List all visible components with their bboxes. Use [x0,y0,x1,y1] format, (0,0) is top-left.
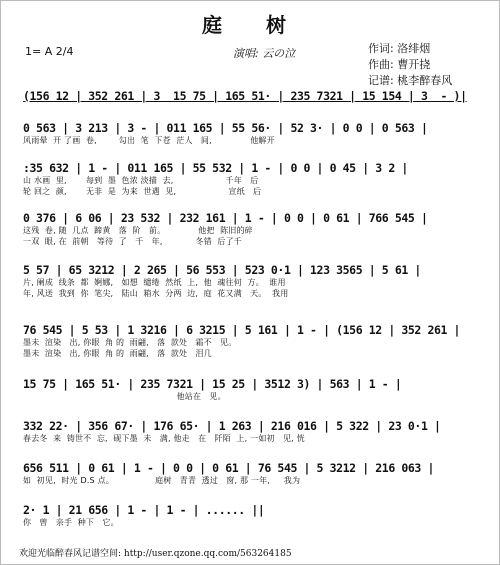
composer-credit: 作曲: 曹开挠 [368,58,431,71]
score-row [23,161,491,197]
notes-line: 15 75 | 165 51· | 235 7321 | 15 25 | 3512 3) | 563 | 1 - | [23,377,402,391]
lyrics-line: 春去冬 来 铸世不 忘, 砚下墨 未 满, 他走 在 阡陌 上, 一如初 见, 恍 [23,434,305,443]
score-row [23,89,491,103]
score-row [23,263,491,299]
score-row [23,323,491,359]
credits-block [368,41,452,89]
key-signature: 1= A 2/4 [25,45,74,58]
notes-line: (156 12 | 352 261 | 3 15 75 | 165 51· | 235 7321 | 15 154 | 3 - )| [23,89,467,103]
lyrics-line: 他站在 见。 [23,392,226,401]
lyrics-line: 这残 卷, 随 几点 蹄黄 落 阶 前。 他把 陈旧的碎 一双 眼, 在 前朝 等待 了 千 年, 冬错 后了千 [23,226,253,246]
notes-line: 332 22· | 356 67· | 176 65· | 1 263 | 216 016 | 5 322 | 23 0·1 | [23,419,441,433]
notes-line: 5 57 | 65 3212 | 2 265 | 56 553 | 523 0·1 | 123 3565 | 5 61 | [23,263,421,277]
notes-line: 656 511 | 0 61 | 1 - | 0 0 | 0 61 | 76 545 | 5 3212 | 216 063 | [23,461,434,475]
notes-line: 0 376 | 6 06 | 23 532 | 232 161 | 1 - | 0 0 | 0 61 | 766 545 | [23,211,428,225]
score-row [23,419,491,444]
lyrics-line: 片, 阑成 线条 都 婀娜, 如想 缱绻 然纸 上, 他 魂往何 方。 谁用 年, 风送 我到 你 笔尖, 陆山 箱水 分两 边, 庭 花又满 天。 我用 [23,278,289,298]
notes-line: 2· 1 | 21 656 | 1 - | 1 - | ...... || [23,503,265,517]
score-row [23,461,491,486]
score-row [23,121,491,146]
lyricist-credit: 作词: 洛绯烟 [368,42,431,55]
singer-credit: 演唱: 云の泣 [233,47,296,60]
footer-note: 欢迎光临醉春风记谱空间: http://user.qzone.qq.com/563264185 [19,549,292,559]
lyrics-line: 如 初见, 时光 D.S 点。 庭树 青青 透过 窗, 那 一年, 我为 [23,476,301,485]
notes-line: :35 632 | 1 - | 011 165 | 55 532 | 1 - | 0 0 | 0 45 | 3 2 | [23,161,408,175]
song-title: 庭 树 [202,13,298,37]
score-row [23,503,491,528]
score-row [23,377,491,402]
lyrics-line: 风雨晕 开 了画 卷, 勾出 笔 下苍 茫人 间, 他解开 [23,136,275,145]
lyrics-line: 你 曾 亲手 种下 它。 [23,518,119,527]
score-row [23,211,491,247]
notes-line: 0 563 | 3 213 | 3 - | 011 165 | 55 56· | 52 3· | 0 0 | 0 563 | [23,121,428,135]
transcriber-credit: 记谱: 桃李醉春风 [368,74,453,87]
lyrics-line: 墨未 渲染 出, 你眼 角 的 雨翩, 落 款处 霜不 见。 墨未 渲染 出, 你眼 角 的 雨翩, 落 款处 泪几 [23,338,237,358]
notes-line: 76 545 | 5 53 | 1 3216 | 6 3215 | 5 161 | 1 - | (156 12 | 352 261 | [23,323,461,337]
lyrics-line: 山 水画 里, 每到 墨 色浓 淡描 去, 千年 后 轮 回之 颜, 无非 是 为来 世遇 见, 宣纸 后 [23,176,262,196]
